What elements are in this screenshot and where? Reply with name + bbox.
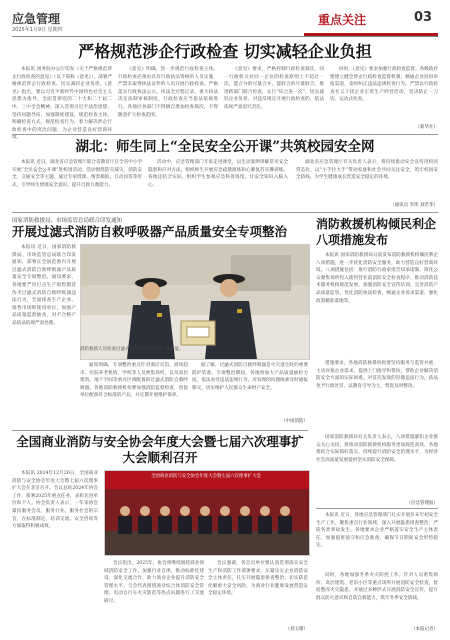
firefighter-photo-illustration [81, 245, 309, 359]
article1-col3 [224, 66, 324, 130]
article2-col2 [148, 159, 288, 209]
photo-caption: 消防救援人员检查过滤式消防自救呼吸器产品质量。 [80, 347, 184, 352]
article1-col4-text: 同时，《意见》要求加强行政检查监督。各级政府要建立健全涉企行政检查监督机制，畅通企业投诉举报渠道，及时纠正违法违规检查行为。严禁以行政检查名义干扰企业正常生产经营活动，坚决防止一刀切、运动式检查。 [330, 67, 438, 103]
separator-3 [12, 430, 308, 431]
article2-headline: 湖北：师生同上“全民安全公开课”共筑校园安全网 [75, 139, 375, 155]
article2-col3 [296, 159, 438, 201]
article3-headline: 开展过滤式消防自救呼吸器产品质量安全专项整治 [12, 224, 288, 239]
article6-col2-text: 同时，各地加强冬季火灾防控工作，针对人员密集场所、高层建筑、老旧小区等重点场所开展消防安全检查，督促整改火灾隐患，并通过多种形式开展消防安全宣传，提升群众防火意识和自防自救能力，筑牢冬季安全防线。 [316, 573, 438, 601]
article6-col2 [316, 572, 438, 624]
article1-col2 [118, 66, 218, 130]
article3-col2 [80, 362, 188, 424]
article4-headline: 消防救援机构倾民利企八项措施发布 [316, 217, 437, 247]
article6-col1 [316, 512, 438, 570]
article1-col4 [330, 66, 438, 124]
article5-col2-text: 会议指出，2025年，协会将继续围绕商业领域消防安全工作，加强行业自律，推动标准化建设，深化交流合作，助力商业企业提升消防安全管理水平。与会代表围绕商业综合体消防安全管理、电动自行车火灾防范等热点问题进行了交流研讨。 [104, 561, 204, 604]
article4-col1-text: 本报讯 国家消防救援局日前发布消防救援机构倾民利企八项措施，进一步优化消防安全服务，助力营造良好营商环境。八项措施包括：推行消防行政审批告知承诺制、简化公众聚集场所投入使用营业前消防安全检查程序、推动消防技术服务机构规范发展、加强消防安全宣传培训、完善消防产品质量监管、优化消防执法检查、畅通企业诉求渠道、强化政策精准落地等。 [316, 253, 438, 304]
article4-col3-text: 国家消防救援局有关负责人表示，八项措施紧扣企业群众关心关切，将推动消防救援机构服务更加规范高效。各地将结合实际抓好落实，持续提升消防安全治理水平，为经济社会高质量发展提供坚实消防安全保障。 [316, 435, 438, 463]
article5-col1-text: 本报讯 2024年12月26日，全国商业消防与安全协会年度大会暨七届六次理事扩大会在北京召开。会议总结2024年协会工作，部署2025年重点任务，表彰先进单位和个人。协会负责人表示，一年来协会紧扣服务会员、服务行业、服务社会的宗旨，在标准制定、培训交流、安全咨询等方面取得积极成效。 [12, 471, 98, 530]
article2-col1-text: 本报讯 近日，湖北省应急管理厅联合省教育厅在全省中小学开展“全民安全公开课”进校园活动。活动围绕防灾减灾、消防安全、交通安全等主题，通过专家授课、情景模拟、互动问答等形式，引导师生增强安全意识、提升自救互救能力。 [12, 160, 142, 188]
article1-col3-text: 《意见》要求，严格控制行政检查频次，同一行政机关对同一企业的检查原则上不超过一次，能合并的尽量合并，能联合的尽量联合。推进跨部门联合检查，实行“综合查一次”，切实减轻企业负担。对违反规定开展行政检查的，依法依规严肃追究责任。 [224, 67, 324, 110]
article4-col2 [316, 360, 438, 430]
article3-col3 [192, 362, 308, 416]
article2-col3-text: 湖北省应急管理厅有关负责人表示，将持续推动安全宣传进校园常态化，以“小手拉大手”带动家庭和社会共同关注安全，筑牢校园安全防线，为学生健康成长营造安全稳定的环境。 [296, 160, 438, 181]
issue-date: 2025年1月9日 星期四 [12, 27, 63, 33]
article3-col1 [12, 244, 76, 398]
separator-2 [12, 212, 438, 213]
separator-4 [316, 508, 438, 509]
article5-signature: （刘玉晴） [285, 627, 308, 632]
article2-signature: （通讯员 李伟 刘若华） [390, 203, 438, 208]
article3-col1-text: 本报讯 近日，国家消防救援局、市场监管总局联合印发通知，部署在全国范围内开展过滤式消防自救呼吸器产品质量安全专项整治。通知要求，各地要严厉打击生产销售假冒伪劣过滤式消防自救呼吸器违法行为，全面排查生产企业、销售市场和使用单位，加强产品质量监督抽查，对不合格产品依法依规严肃处理。 [12, 245, 76, 326]
meeting-photo-illustration [105, 471, 309, 555]
section-title: 重点关注 [318, 13, 367, 27]
separator-1 [12, 134, 438, 135]
article6-signature: （本报记者） [411, 627, 438, 632]
article6-col1-text: 本报讯 近日，各地应急管理部门扎实开展岁末年初安全生产工作，聚焦重点行业领域，深入开展隐患排查整治，严防各类事故发生。各地要求企业严格落实安全生产主体责任，加强值班值守和应急准备，确保节日期间安全形势稳定。 [316, 513, 438, 549]
article1-col1 [12, 66, 112, 141]
masthead-rule [12, 36, 438, 37]
article3-col2-text: 通知明确，专项整治重点针对酒店宾馆、商场超市、医院养老机构、学校等人员密集场所，以及高层建筑、地下空间等重点区域配备的过滤式消防自救呼吸器。各地消防救援机构要加强消防监督检查，督促单位配备符合标准的产品，并定期开展维护保养。 [80, 363, 188, 399]
meeting-banner: 全国商业消防与安全协会年度大会暨七届六次理事扩大会 [151, 474, 261, 479]
paper-name: 应急管理 [12, 12, 61, 26]
article3-signature: （中国消防） [281, 419, 308, 424]
article4-col2-text: 措施要求，各地消防救援机构要坚持服务与监管并重，主动对接企业需求，提供上门指导和帮扶，帮助企业解决消防安全方面的实际困难。对首次发现的轻微违法行为，依法免予行政处罚，以教育引导为主，督促及时整改。 [316, 361, 438, 389]
article2-col2-text: 活动中，应急管理部门专家走进课堂，以生动案例讲解常见安全隐患和应对方法，组织师生开展应急疏散演练和心肺复苏实操训练。各地还结合实际，组织学生参观应急科普场馆，让安全知识入脑入心。 [148, 160, 288, 188]
firefighter-photo [80, 244, 310, 360]
article5-col1 [12, 470, 98, 634]
article4-col1 [316, 252, 438, 356]
article5-col3-text: 会议强调，各会员单位要认真贯彻落实安全生产和消防工作部署要求，压紧压实企业消防安全主体责任，扎实开展隐患排查整治，切实防范化解重大安全风险，为商业行业健康发展营造安全稳定环境。 [208, 561, 308, 597]
article1-signature: （新华社） [415, 125, 438, 130]
meeting-photo [104, 470, 310, 556]
article5-headline: 全国商业消防与安全协会年度大会暨七届六次理事扩大会顺利召开 [16, 434, 304, 465]
article2-col1 [12, 159, 142, 209]
article3-kicker: 国家消防救援局、市场监管总局联合印发通知 [12, 218, 123, 224]
article5-col3 [208, 560, 308, 624]
article1-headline: 严格规范涉企行政检查 切实减轻企业负担 [78, 42, 372, 61]
article4-signature: （应急管理报） [406, 501, 438, 506]
article5-col2 [104, 560, 204, 634]
article4-col3 [316, 434, 438, 500]
article1-col1-text: 本报讯 国务院办公厅印发《关于严格规范涉企行政检查的意见》（以下简称《意见》），部署严格规范涉企行政检查、切实减轻企业负担。《意见》指出，要以习近平新时代中国特色社会主义思想为指导，全面贯彻党的二十大和二十届二中、三中全会精神，深入贯彻习近平法治思想，坚持问题导向，加强制度建设，规范检查主体，明确检查方式，规范检查行为，着力解决涉企行政检查中的突出问题，为企业营造良好营商环境。 [12, 67, 112, 141]
page-number: 03 [413, 10, 433, 25]
article1-col2-text: 《意见》明确，进一步规范行政检查主体。行政检查必须由具有行政执法资格的人员实施，严禁未取得执法证件的人员开展行政检查。严格落实行政执法公示、执法全过程记录、重大执法决定法制审核制度，行政检查应当依法依规进行。各地区各部门不得擅自增加检查频次，不得随意扩大检查范围。 [118, 67, 218, 118]
attendees-group [118, 506, 292, 534]
article3-col3-text: 据了解，过滤式消防自救呼吸器是火灾逃生时的重要防护装备。专项整治期间，各地将加大产品质量抽检力度，依法查处违法违规行为，对发现的问题线索及时通报移交，切实维护人民群众生命财产安全。 [192, 363, 308, 391]
